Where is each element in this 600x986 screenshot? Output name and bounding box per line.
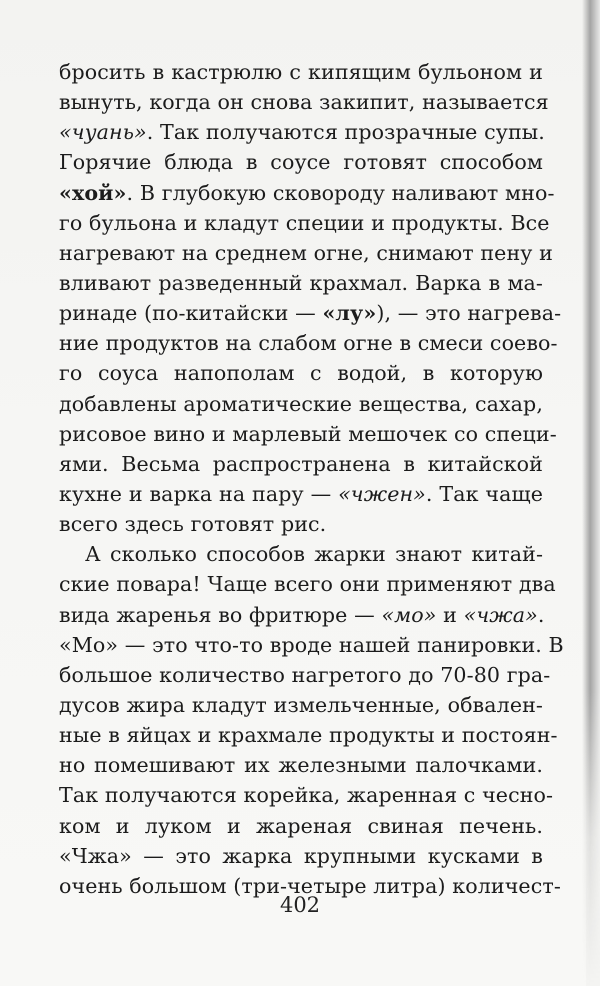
body-text bbox=[59, 57, 564, 901]
spine-shadow bbox=[582, 0, 600, 986]
text-run: и bbox=[436, 602, 464, 627]
text-line bbox=[59, 87, 549, 117]
text-run: ние продуктов на слабом огне в смеси соево- bbox=[59, 331, 558, 356]
text-line bbox=[59, 298, 562, 328]
text-run: . bbox=[537, 602, 545, 627]
text-run: вынуть, когда он снова закипит, называется bbox=[59, 90, 549, 115]
text-line bbox=[59, 569, 556, 599]
text-run: дусов жира кладут измельченные, обвален- bbox=[59, 692, 543, 717]
text-line bbox=[59, 660, 551, 690]
text-run: Так получаются корейка, жаренная с чесно- bbox=[59, 783, 554, 808]
text-run: но помешивают их железными палочками. bbox=[59, 753, 543, 778]
text-run: ские повара! Чаще всего они применяют два bbox=[59, 572, 556, 597]
text-run: нагревают на среднем огне, снимают пену и bbox=[59, 240, 553, 265]
text-line bbox=[59, 509, 543, 539]
italic-term: «чжен» bbox=[338, 481, 426, 506]
text-run: Горячие блюда в соусе готовят способом bbox=[59, 150, 543, 175]
text-run: . Так чаще bbox=[425, 481, 543, 506]
text-line bbox=[59, 358, 543, 388]
text-run: ), — это нагрева- bbox=[376, 301, 562, 326]
text-run: . Так получаются прозрачные супы. bbox=[146, 120, 545, 145]
text-line bbox=[59, 841, 543, 871]
text-line bbox=[59, 178, 555, 208]
text-run: го бульона и кладут специи и продукты. Все bbox=[59, 210, 550, 235]
text-run: всего здесь готовят рис. bbox=[59, 512, 327, 537]
text-line bbox=[59, 720, 558, 750]
text-line bbox=[59, 208, 550, 238]
text-line bbox=[59, 328, 558, 358]
text-run: ком и луком и жареная свиная печень. bbox=[59, 813, 543, 838]
text-line bbox=[59, 147, 543, 177]
text-line bbox=[59, 539, 543, 569]
text-line bbox=[59, 690, 543, 720]
italic-term: «чуань» bbox=[59, 120, 147, 145]
text-run: го соуса напополам с водой, в которую bbox=[59, 361, 543, 386]
text-line bbox=[59, 479, 543, 509]
text-line bbox=[59, 811, 543, 841]
text-run: рисовое вино и марлевый мешочек со специ- bbox=[59, 421, 557, 446]
text-run: А сколько способов жарки знают китай- bbox=[85, 542, 543, 567]
text-run: . В глубокую сковороду наливают мно- bbox=[126, 180, 555, 205]
text-run: ные в яйцах и крахмале продукты и постоян- bbox=[59, 723, 558, 748]
text-run: бросить в кастрюлю с кипящим бульоном и bbox=[59, 60, 543, 84]
text-line bbox=[59, 780, 554, 810]
text-run: вида жаренья во фритюре — bbox=[59, 602, 382, 627]
text-line bbox=[59, 117, 543, 147]
text-line bbox=[59, 630, 564, 660]
text-line bbox=[59, 419, 557, 449]
page-number: 402 bbox=[279, 893, 321, 917]
text-run: «Чжа» — это жарка крупными кусками в bbox=[59, 843, 543, 868]
bold-term: «хой» bbox=[59, 180, 127, 205]
text-run: ями. Весьма распространена в китайской bbox=[59, 451, 543, 476]
text-line bbox=[59, 268, 543, 298]
text-line bbox=[59, 600, 543, 630]
italic-term: «мо» bbox=[381, 602, 437, 627]
text-run: добавлены ароматические вещества, сахар, bbox=[59, 391, 543, 416]
text-line bbox=[59, 238, 553, 268]
italic-term: «чжа» bbox=[463, 602, 538, 627]
text-line bbox=[59, 389, 543, 419]
text-run: очень большом (три-четыре литра) количест- bbox=[59, 873, 561, 898]
paragraph bbox=[59, 57, 562, 539]
text-run: «Мо» — это что-то вроде нашей панировки. В bbox=[59, 632, 564, 657]
text-line bbox=[59, 750, 543, 780]
text-line bbox=[59, 57, 543, 87]
text-run: ринаде (по-китайски — bbox=[59, 301, 323, 326]
paragraph bbox=[59, 539, 564, 901]
text-run: вливают разведенный крахмал. Варка в ма- bbox=[59, 270, 543, 295]
text-run: большое количество нагретого до 70-80 гра- bbox=[59, 662, 551, 687]
text-run: кухне и варка на пару — bbox=[59, 481, 339, 506]
text-line bbox=[59, 449, 543, 479]
bold-term: «лу» bbox=[322, 301, 377, 326]
